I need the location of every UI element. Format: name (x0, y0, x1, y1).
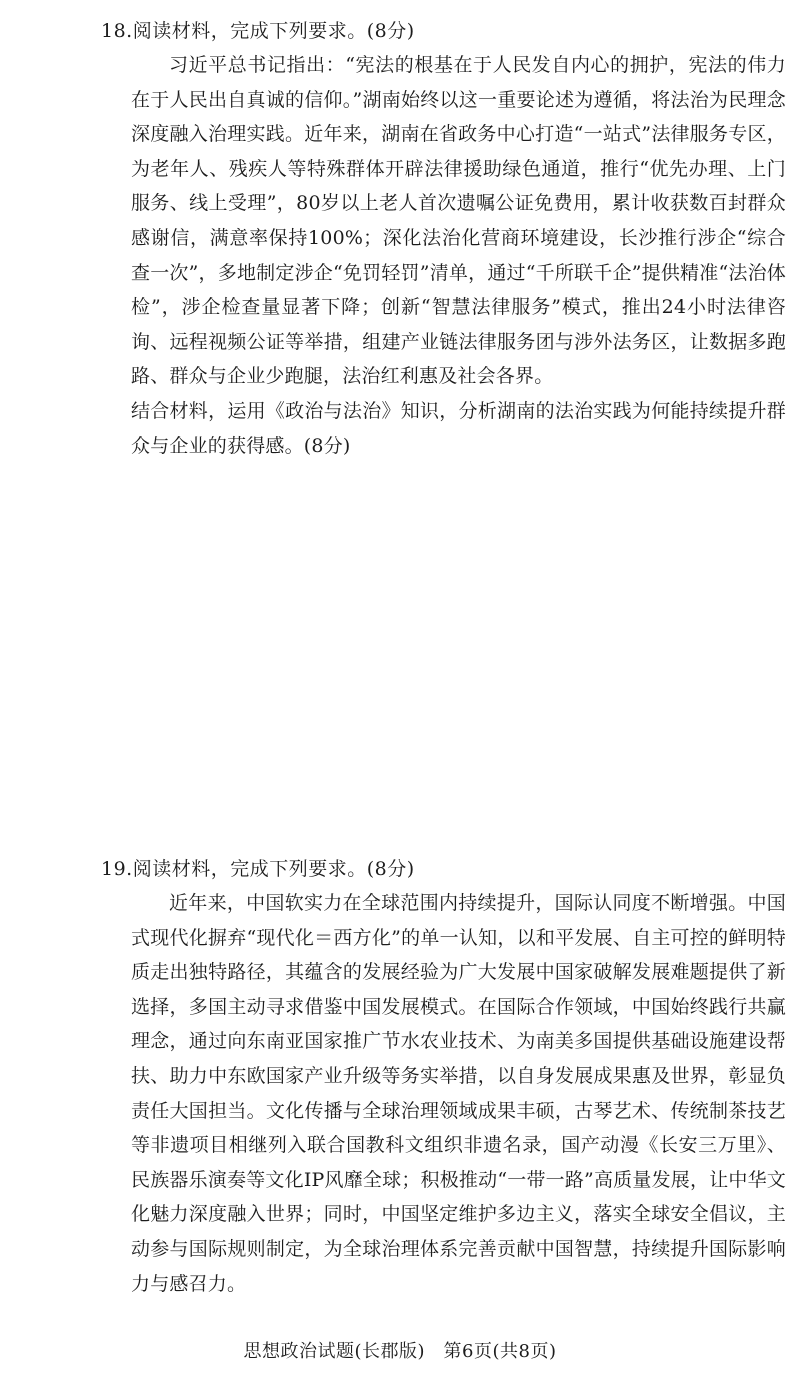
question-18-heading: 18.阅读材料，完成下列要求。(8分) (101, 20, 415, 42)
question-18 (101, 14, 786, 463)
question-19-heading: 19.阅读材料，完成下列要求。(8分) (101, 858, 415, 880)
page-footer: 思想政治试题(长郡版) 第6页(共8页) (243, 1341, 557, 1362)
question-19 (101, 852, 786, 1301)
question-18-material: 习近平总书记指出：“宪法的根基在于人民发自内心的拥护，宪法的伟力在于人民出自真诚的信仰。”湖南始终以这一重要论述为遵循，将法治为民理念深度融入治理实践。近年来，湖南在省政务中心打造“一站式”法律服务专区，为老年人、残疾人等特殊群体开辟法律援助绿色通道，推行“优先办理、上门服务、线上受理”，80岁以上老人首次遗嘱公证免费用，累计收获数百封群众感谢信，满意率保持100%；深化法治化营商环境建设，长沙推行涉企“综合查一次”，多地制定涉企“免罚轻罚”清单，通过“千所联千企”提供精准“法治体检”，涉企检查量显著下降；创新“智慧法律服务”模式，推出24小时法律咨询、远程视频公证等举措，组建产业链法律服务团与涉外法务区，让数据多跑路、群众与企业少跑腿，法治红利惠及社会各界。 (131, 54, 786, 388)
question-18-requirement: 结合材料，运用《政治与法治》知识，分析湖南的法治实践为何能持续提升群众与企业的获得感。(8分) (131, 399, 786, 457)
question-19-material: 近年来，中国软实力在全球范围内持续提升，国际认同度不断增强。中国式现代化摒弃“现代化＝西方化”的单一认知，以和平发展、自主可控的鲜明特质走出独特路径，其蕴含的发展经验为广大发展中国家破解发展难题提供了新选择，多国主动寻求借鉴中国发展模式。在国际合作领域，中国始终践行共赢理念，通过向东南亚国家推广节水农业技术、为南美多国提供基础设施建设帮扶、助力中东欧国家产业升级等务实举措，以自身发展成果惠及世界，彰显负责任大国担当。文化传播与全球治理领域成果丰硕，古琴艺术、传统制茶技艺等非遗项目相继列入联合国教科文组织非遗名录，国产动漫《长安三万里》、民族器乐演奏等文化IP风靡全球；积极推动“一带一路”高质量发展，让中华文化魅力深度融入世界；同时，中国坚定维护多边主义，落实全球安全倡议，主动参与国际规则制定，为全球治理体系完善贡献中国智慧，持续提升国际影响力与感召力。 (131, 892, 786, 1295)
